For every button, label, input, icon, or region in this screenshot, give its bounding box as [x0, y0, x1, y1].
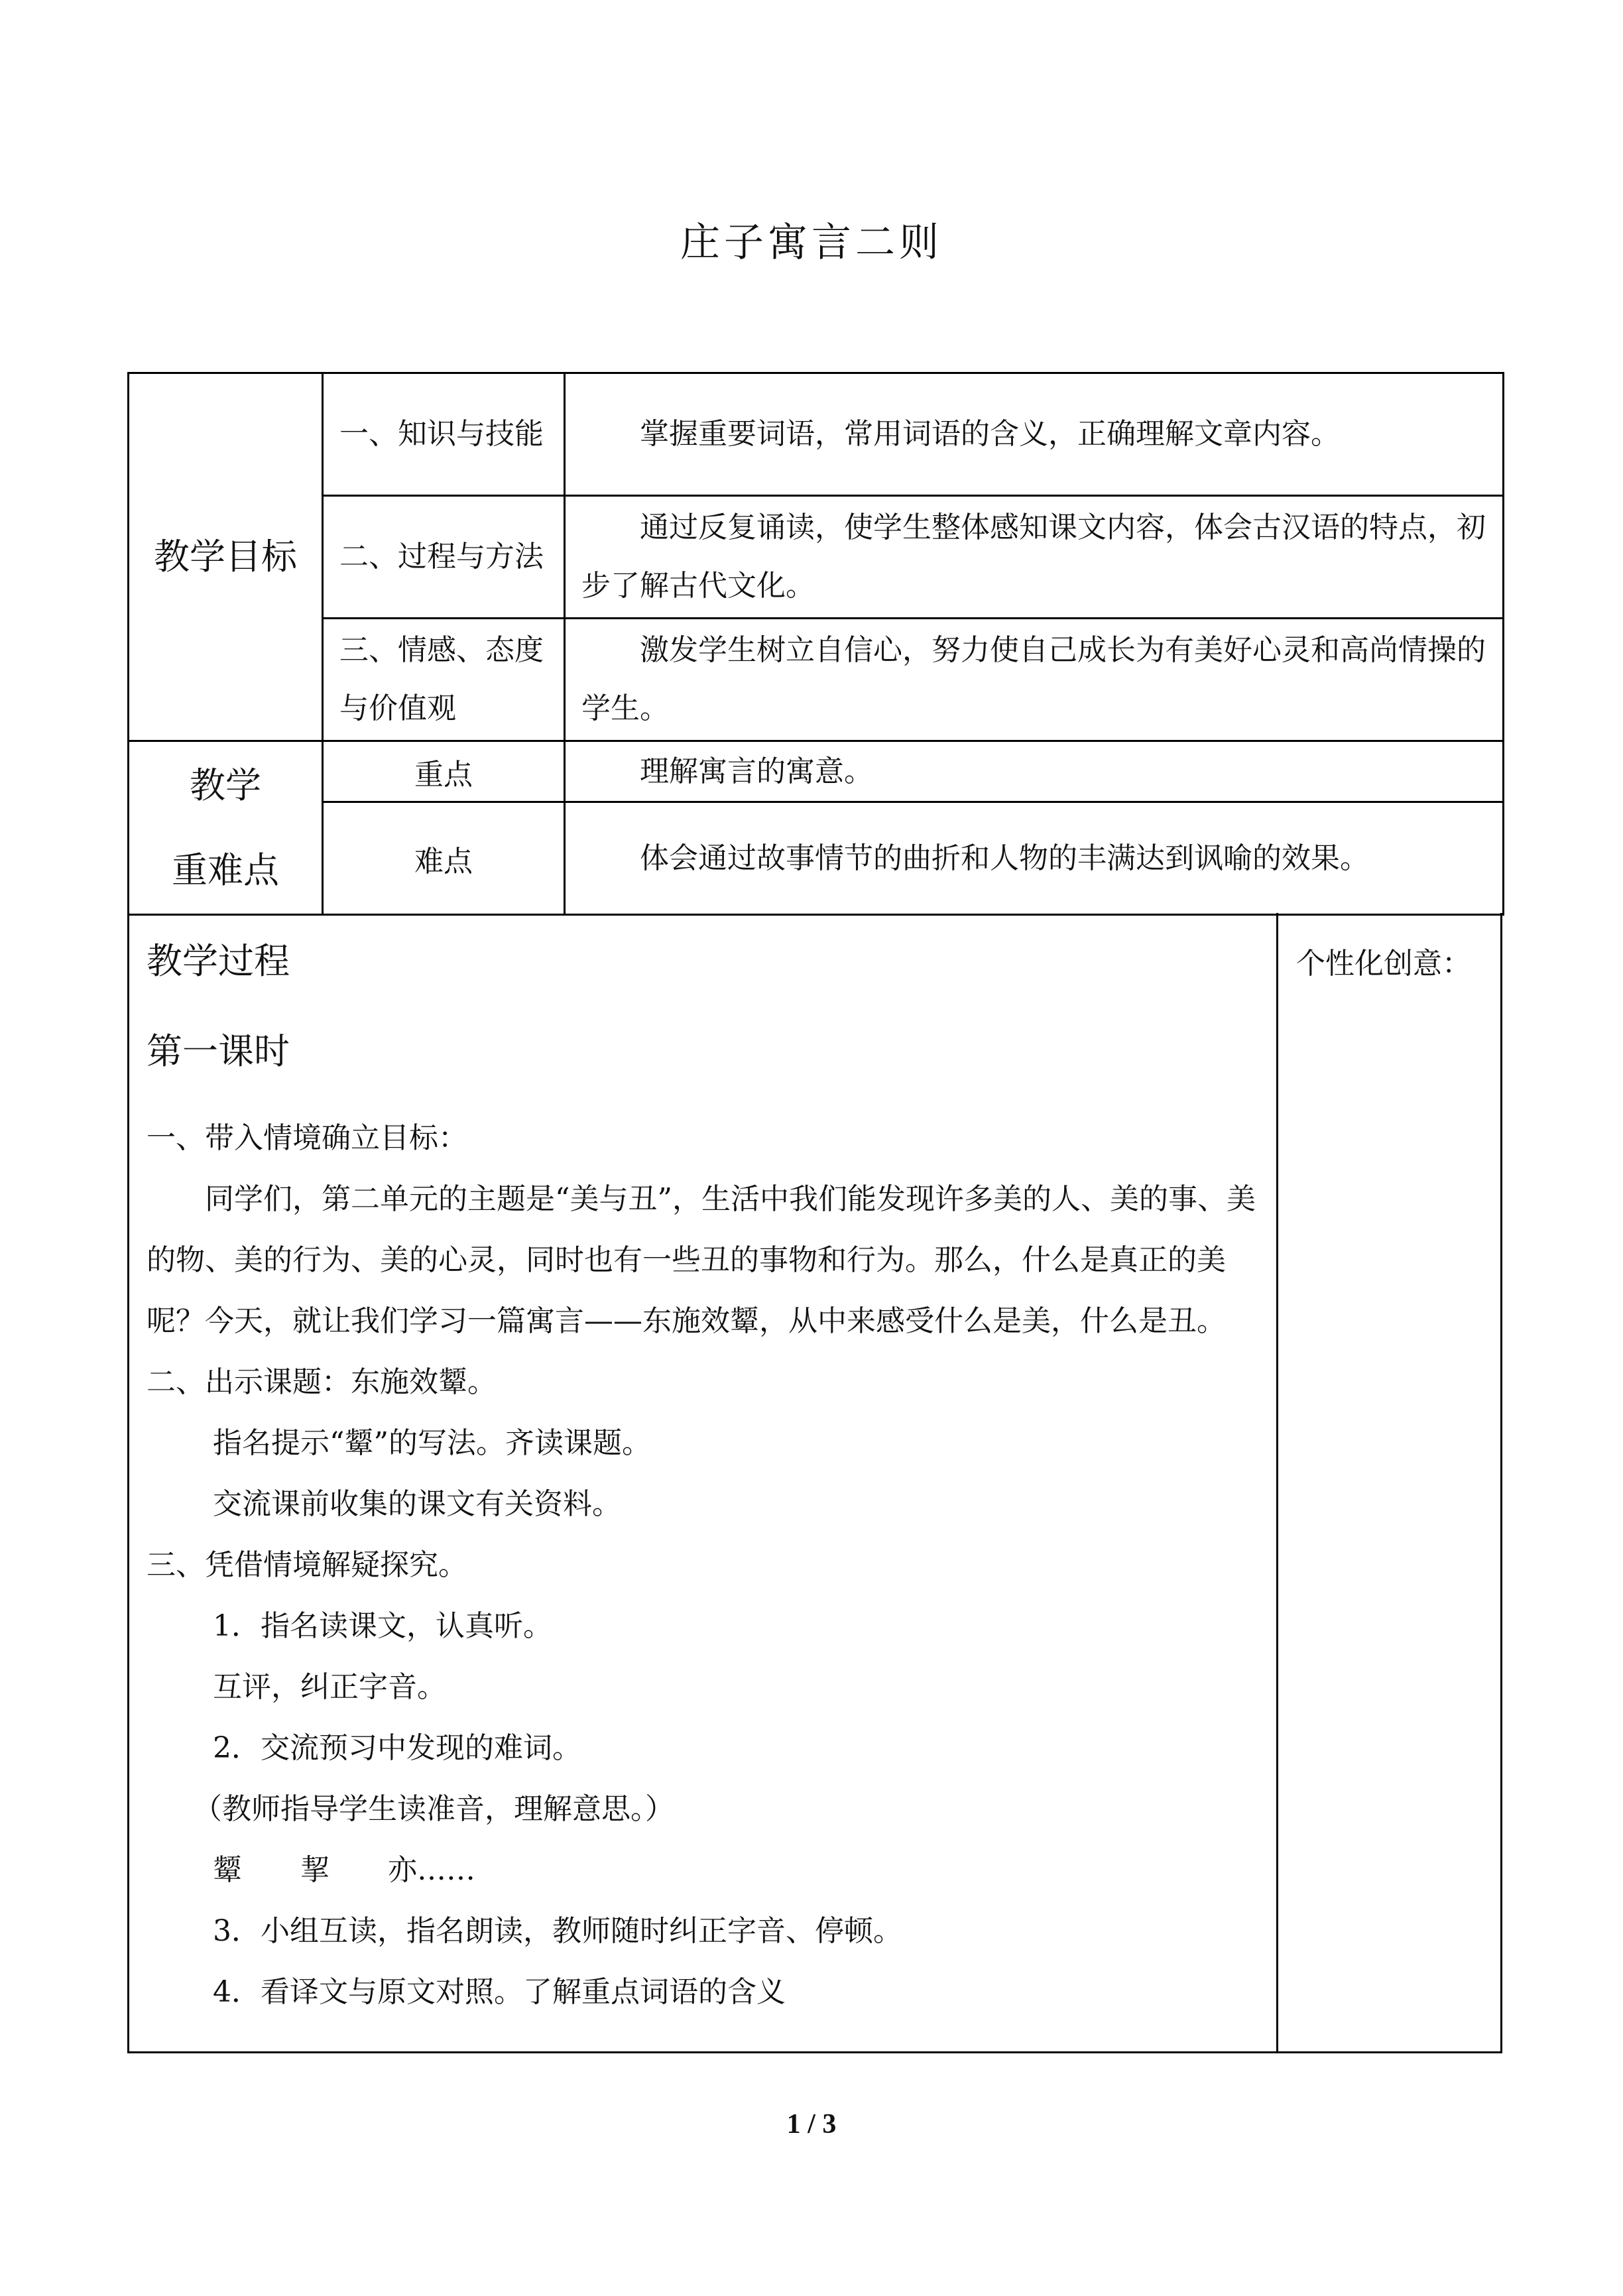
process-column: [147, 913, 1267, 2023]
key-point-category: 重点: [323, 741, 565, 802]
process-line: 4．看译文与原文对照。了解重点词语的含义: [213, 1975, 786, 2009]
process-section: [127, 913, 1502, 2053]
process-line: 三、凭借情境解疑探究。: [147, 1548, 467, 1582]
difficulty-category: 难点: [323, 802, 565, 915]
key-points-label-line1: 教学: [190, 764, 261, 806]
process-heading: 教学过程: [147, 940, 290, 982]
process-line: 一、带入情境确立目标：: [147, 1121, 467, 1155]
document-title: 庄子寓言二则: [680, 219, 943, 266]
process-line: 3．小组互读，指名朗读，教师随时纠正字音、停顿。: [213, 1914, 902, 1948]
key-points-label-line2: 重难点: [172, 849, 279, 891]
personal-creativity-label: 个性化创意：: [1296, 947, 1471, 981]
difficulty-content: 体会通过故事情节的曲折和人物的丰满达到讽喻的效果。: [565, 802, 1504, 915]
goals-label: 教学目标: [129, 373, 323, 741]
goal-content-knowledge: 掌握重要词语，常用词语的含义，正确理解文章内容。: [565, 373, 1504, 496]
page-indicator: 1 / 3: [786, 2109, 837, 2140]
goal-content-values: 激发学生树立自信心，努力使自己成长为有美好心灵和高尚情操的学生。: [565, 619, 1504, 741]
process-line: 二、出示课题：东施效颦。: [147, 1365, 497, 1399]
lesson-heading: 第一课时: [147, 1030, 290, 1072]
process-line: 颦 挈 亦……: [213, 1853, 475, 1887]
process-paragraph: 同学们，第二单元的主题是“美与丑”，生活中我们能发现许多美的人、美的事、美的物、美的行为、美的心灵，同时也有一些丑的事物和行为。那么，什么是真正的美呢？今天，就让我们学习一篇寓言——东施效颦，从中来感受什么是美，什么是丑。: [147, 1182, 1256, 1338]
process-line: （教师指导学生读准音，理解意思。）: [193, 1792, 674, 1826]
goal-category-process: 二、过程与方法: [323, 496, 565, 619]
goal-content-process: 通过反复诵读，使学生整体感知课文内容，体会古汉语的特点，初步了解古代文化。: [565, 496, 1504, 619]
process-line: 交流课前收集的课文有关资料。: [213, 1487, 621, 1521]
process-line: 2．交流预习中发现的难词。: [213, 1731, 581, 1765]
process-line: 1．指名读课文，认真听。: [213, 1609, 552, 1643]
process-line: 互评，纠正字音。: [213, 1670, 446, 1704]
column-divider: [1276, 913, 1278, 2051]
goals-table: [127, 372, 1504, 916]
key-points-label: [129, 741, 323, 915]
goal-category-values: 三、情感、态度与价值观: [323, 619, 565, 741]
process-line: 指名提示“颦”的写法。齐读课题。: [213, 1426, 651, 1460]
goal-category-knowledge: 一、知识与技能: [323, 373, 565, 496]
key-point-content: 理解寓言的寓意。: [565, 741, 1504, 802]
